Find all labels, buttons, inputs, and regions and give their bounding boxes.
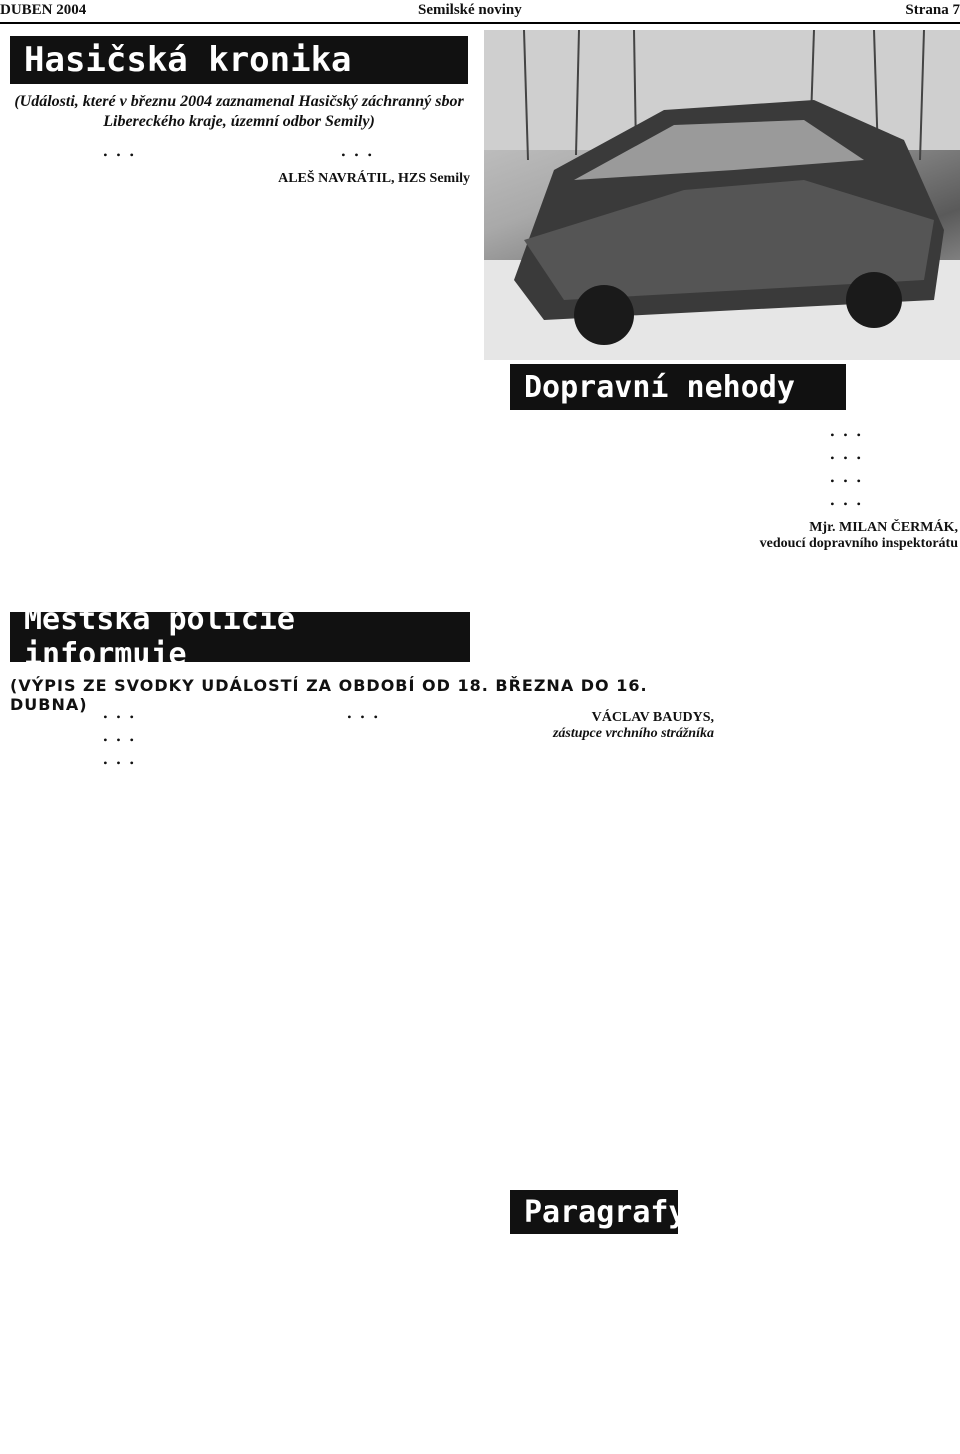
running-header: [0, 0, 960, 24]
hasicska-column-2: [246, 142, 470, 187]
separator-dots: • • •: [103, 710, 137, 724]
dopravni-column-2: [736, 422, 958, 552]
dopravni-signature-role: vedoucí dopravního inspektorátu: [759, 536, 958, 551]
dopravni-column-1: [490, 422, 714, 428]
separator-dots: • • •: [830, 428, 864, 442]
mestska-subtitle: (VÝPIS ZE SVODKY UDÁLOSTÍ ZA OBDOBÍ OD 18. BŘEZNA DO 16. DUBNA): [10, 676, 648, 714]
separator-dots: • • •: [103, 148, 137, 162]
separator-dots: • • •: [103, 756, 137, 770]
mestska-column-3: [490, 704, 714, 742]
newspaper-name: Semilské noviny: [418, 2, 522, 18]
dopravni-title: Dopravní nehody: [510, 364, 846, 410]
car-illustration: [484, 30, 960, 360]
mestska-column-1: [8, 704, 232, 779]
paragrafy-title: Paragrafy: [510, 1190, 678, 1234]
mestska-signature-role: zástupce vrchního strážníka: [552, 726, 714, 741]
hasicska-title: Hasičská kronika: [10, 36, 468, 84]
separator-dots: • • •: [830, 497, 864, 511]
mestska-column-2: [258, 704, 470, 733]
hasicska-signature: ALEŠ NAVRÁTIL, HZS Semily: [278, 171, 470, 186]
mestska-title: Městská policie informuje: [10, 612, 470, 662]
page-number: Strana 7: [905, 2, 960, 18]
issue-date: DUBEN 2004: [0, 2, 87, 18]
separator-dots: • • •: [103, 733, 137, 747]
separator-dots: • • •: [830, 451, 864, 465]
separator-dots: • • •: [830, 474, 864, 488]
separator-dots: • • •: [341, 148, 375, 162]
separator-dots: • • •: [347, 710, 381, 724]
mestska-signature-name: VÁCLAV BAUDYS,: [591, 710, 714, 725]
hasicska-column-1: [8, 142, 232, 171]
hasicska-subtitle: (Události, které v březnu 2004 zaznamenal Hasičský záchranný sbor Libereckého kraje, územní odbor Semily): [14, 93, 464, 130]
paragrafy-column: [490, 1244, 714, 1250]
crashed-car-photo: [484, 30, 960, 360]
dopravni-signature-name: Mjr. MILAN ČERMÁK,: [809, 520, 958, 535]
